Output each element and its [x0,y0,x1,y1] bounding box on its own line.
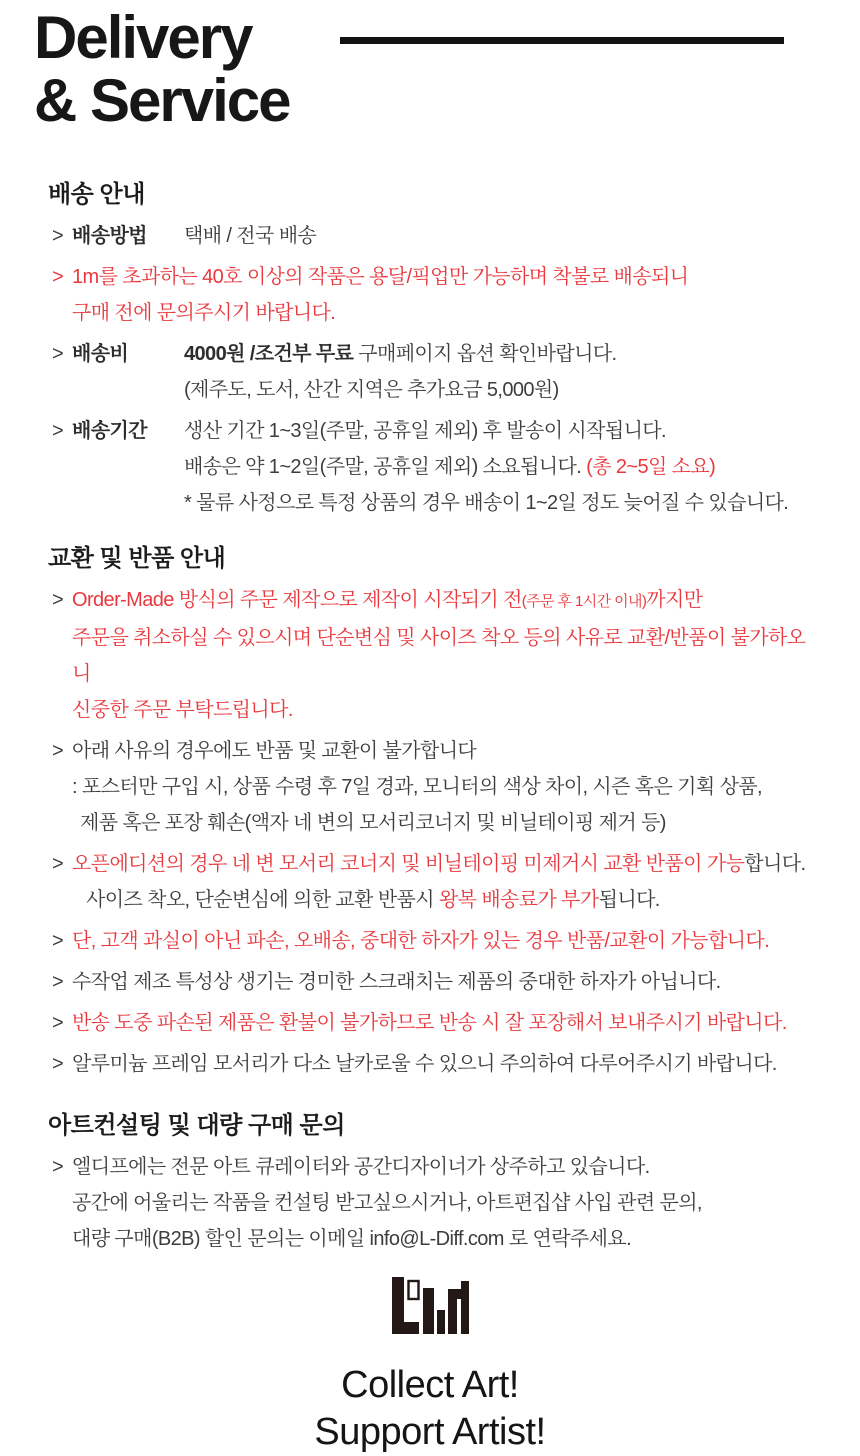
delivery-fee-note: (제주도, 도서, 산간 지역은 추가요금 5,000원) [184,379,559,401]
delivery-period-label: 배송기간 [72,420,147,442]
exchange-noreturn-line1: 아래 사유의 경우에도 반품 및 교환이 불가합니다 [72,740,477,762]
consulting-heading: 아트컨설팅 및 대량 구매 문의 [48,1112,345,1139]
delivery-period-text [184,413,820,521]
footer-slogan [0,1362,860,1456]
exchange-returndamage-row [48,1005,820,1041]
delivery-fee-text [184,336,820,408]
delivery-oversize-notice [48,259,820,331]
chevron-icon: > [52,420,64,442]
delivery-rows [48,218,820,521]
exchange-openedition-row [48,846,820,918]
delivery-oversize-line1: 1m를 초과하는 40호 이상의 작품은 용달/픽업만 가능하며 착불로 배송되니 [72,266,689,288]
chevron-icon: > [52,225,64,247]
consulting-line3 [72,1221,820,1257]
exchange-aluminum-row [48,1046,820,1082]
exchange-ordermade-line1-post: 까지만 [646,589,703,611]
chevron-icon: > [52,589,64,611]
page-title [34,6,860,132]
page-title-line2: & Service [34,67,290,134]
exchange-aluminum-text: 알루미늄 프레임 모서리가 다소 날카로울 수 있으니 주의하여 다루어주시기 바랍니다. [72,1053,777,1075]
delivery-method-value: 택배 / 전국 배송 [184,225,317,247]
exchange-scratch-text: 수작업 제조 특성상 생기는 경미한 스크래치는 제품의 중대한 하자가 아닙니다. [72,971,721,993]
exchange-ordermade-text [72,582,820,728]
slogan-line1: Collect Art! [341,1364,519,1406]
exchange-openedition-line2-tail: 됩니다. [598,889,660,911]
exchange-openedition-text [72,846,820,918]
consulting-line2: 공간에 어울리는 작품을 컨설팅 받고싶으시거나, 아트편집샵 사입 관련 문의, [72,1192,702,1214]
delivery-period-row [48,413,820,521]
exchange-ordermade-line1-pre: Order-Made 방식의 주문 제작으로 제작이 시작되기 전 [72,589,522,611]
exchange-openedition-line1-red: 오픈에디션의 경우 네 변 모서리 코너지 및 비닐테이핑 미제거시 교환 반품이 가능 [72,853,745,875]
delivery-heading: 배송 안내 [48,181,145,208]
exchange-scratch-row [48,964,820,1000]
delivery-fee-amount: 4000원 /조건부 무료 [184,343,354,365]
delivery-oversize-text [72,259,820,331]
delivery-period-line2-main: 배송은 약 1~2일(주말, 공휴일 제외) 소요됩니다. [184,456,587,478]
chevron-icon: > [52,266,64,288]
exchange-damage-text: 단, 고객 과실이 아닌 파손, 오배송, 중대한 하자가 있는 경우 반품/교환이 가능합니다. [72,930,770,952]
exchange-ordermade-line3: 신중한 주문 부탁드립니다. [72,699,293,721]
consulting-row [48,1149,820,1257]
exchange-noreturn-line3: 제품 혹은 포장 훼손(액자 네 변의 모서리코너지 및 비닐테이핑 제거 등) [80,812,666,834]
exchange-openedition-line1-dark: 합니다. [744,853,806,875]
consulting-line1: 엘디프에는 전문 아트 큐레이터와 공간디자이너가 상주하고 있습니다. [72,1156,650,1178]
exchange-returndamage-text: 반송 도중 파손된 제품은 환불이 불가하므로 반송 시 잘 포장해서 보내주시기 바랍니다. [72,1012,787,1034]
exchange-ordermade-line1-small: (주문 후 1시간 이내) [521,593,647,610]
chevron-icon: > [52,343,64,365]
exchange-openedition-line2 [72,882,820,918]
chevron-icon: > [52,1156,64,1178]
delivery-period-line2 [184,449,820,485]
exchange-openedition-line2-dark: 사이즈 착오, 단순변심에 의한 교환 반품시 [86,889,439,911]
consulting-text [72,1149,820,1257]
chevron-icon: > [52,1053,64,1075]
exchange-ordermade-row [48,582,820,728]
delivery-fee-row [48,336,820,408]
exchange-noreturn-line2: : 포스터만 구입 시, 상품 수령 후 7일 경과, 모니터의 색상 차이, 시즌 혹은 기획 상품, [72,776,762,798]
chevron-icon: > [52,971,64,993]
page-title-line1: Delivery [34,4,252,71]
consulting-line3-pre: 대량 구매(B2B) 할인 문의는 이메일 [72,1228,370,1250]
consulting-line3-post: 로 연락주세요. [503,1228,632,1250]
page-footer [0,1277,860,1456]
delivery-period-line2-total: (총 2~5일 소요) [586,456,716,478]
exchange-openedition-line2-red: 왕복 배송료가 부가 [438,889,599,911]
delivery-period-line3: * 물류 사정으로 특정 상품의 경우 배송이 1~2일 정도 늦어질 수 있습니다. [184,492,789,514]
delivery-method-row [48,218,820,254]
chevron-icon: > [52,740,64,762]
delivery-method-label: 배송방법 [72,225,147,247]
exchange-rows [48,582,820,1082]
delivery-period-line1: 생산 기간 1~3일(주말, 공휴일 제외) 후 발송이 시작됩니다. [184,420,666,442]
exchange-noreturn-row [48,733,820,841]
section-exchange [0,538,860,1082]
exchange-openedition-line1 [72,846,820,882]
exchange-damage-row [48,923,820,959]
delivery-fee-rest: 구매페이지 옵션 확인바랍니다. [353,343,617,365]
delivery-fee-label: 배송비 [72,343,129,365]
section-delivery [0,174,860,521]
title-rule [340,37,784,44]
ldiff-logo [392,1277,469,1334]
consulting-email: info@L-Diff.com [369,1228,504,1250]
exchange-ordermade-line2: 주문을 취소하실 수 있으시며 단순변심 및 사이즈 착오 등의 사유로 교환/반품이 불가하오니 [72,627,806,685]
chevron-icon: > [52,930,64,952]
exchange-ordermade-line1 [72,582,820,620]
chevron-icon: > [52,853,64,875]
section-consulting [0,1105,860,1257]
delivery-oversize-line2: 구매 전에 문의주시기 바랍니다. [72,302,336,324]
page-header [0,0,860,152]
delivery-fee-line1 [184,336,820,372]
exchange-noreturn-text [72,733,820,841]
consulting-rows [48,1149,820,1257]
chevron-icon: > [52,1012,64,1034]
exchange-heading: 교환 및 반품 안내 [48,545,226,572]
slogan-line2: Support Artist! [314,1411,546,1453]
